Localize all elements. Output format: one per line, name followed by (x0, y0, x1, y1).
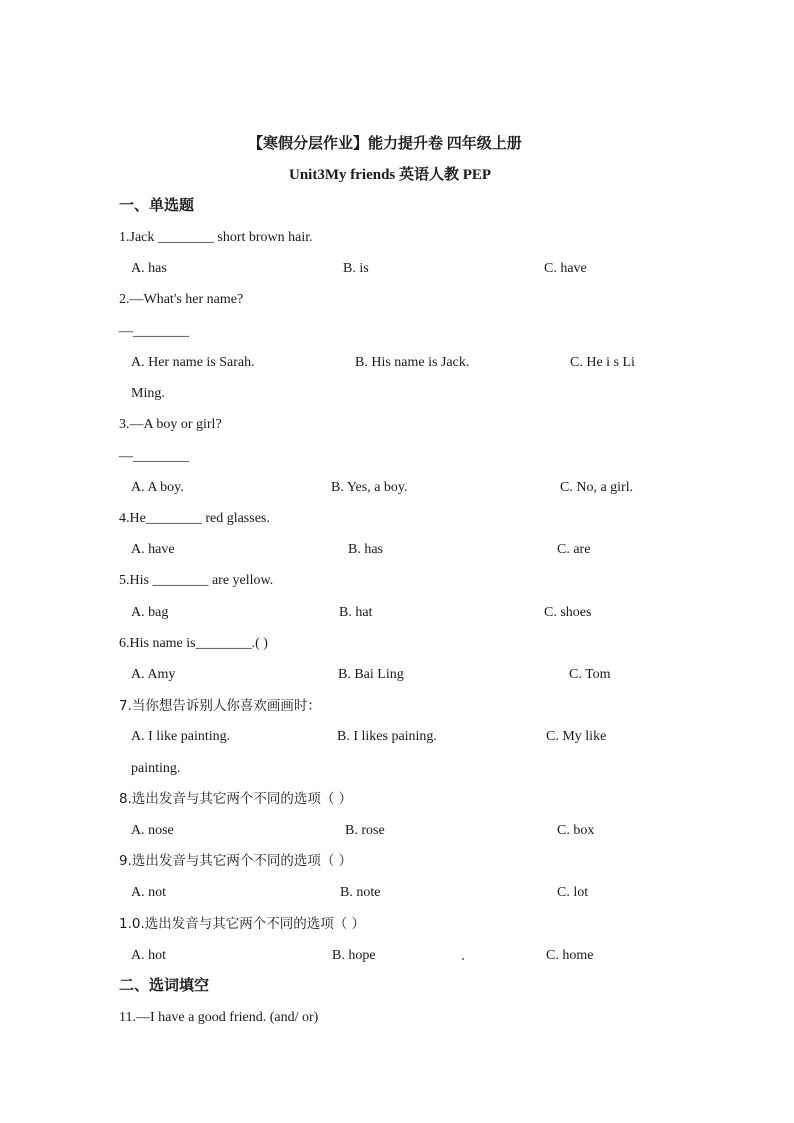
question-4-option-c: C. are (557, 542, 591, 557)
question-7-option-c-continued: painting. (131, 761, 181, 776)
question-3-option-c: C. No, a girl. (560, 480, 634, 495)
question-2-option-b: B. His name is Jack. (355, 355, 470, 370)
question-6-stem: 6.His name is________.( ) (119, 636, 268, 651)
question-2-option-a: A. Her name is Sarah. (131, 355, 255, 370)
question-9-option-c: C. lot (557, 885, 589, 900)
question-3-option-a: A. A boy. (131, 480, 184, 495)
question-10-stem: 1.0.选出发音与其它两个不同的选项（ ） (119, 916, 366, 932)
question-11-stem: 11.—I have a good friend. (and/ or) (119, 1010, 319, 1025)
question-6-option-b: B. Bai Ling (338, 667, 404, 682)
question-6-option-a: A. Amy (131, 667, 176, 682)
section-heading-word-fill: 二、选词填空 (119, 976, 210, 994)
question-7-option-c: C. My like (546, 729, 607, 744)
question-2-option-c: C. He i s Li (570, 355, 635, 370)
question-2-stem: 2.—What's her name? (119, 292, 244, 307)
question-10-option-b: B. hope (332, 948, 376, 963)
question-1-stem: 1.Jack ________ short brown hair. (119, 230, 313, 245)
question-7-option-b: B. I likes paining. (337, 729, 437, 744)
question-2-option-c-continued: Ming. (131, 386, 165, 401)
question-8-option-b: B. rose (345, 823, 385, 838)
question-4-option-b: B. has (348, 542, 383, 557)
page-title: 【寒假分层作业】能力提升卷 四年级上册 (248, 136, 522, 152)
question-9-option-b: B. note (340, 885, 381, 900)
question-5-stem: 5.His ________ are yellow. (119, 573, 274, 588)
question-3-answer-line: —________ (119, 449, 189, 464)
question-7-option-a: A. I like painting. (131, 729, 231, 744)
question-8-option-a: A. nose (131, 823, 174, 838)
question-2-answer-line: —________ (119, 324, 189, 339)
page-subtitle: Unit3My friends 英语人教 PEP (289, 167, 492, 183)
question-1-option-a: A. has (131, 261, 167, 276)
question-9-stem: 9.选出发音与其它两个不同的选项（ ） (119, 853, 353, 869)
question-8-option-c: C. box (557, 823, 595, 838)
question-10-option-a: A. hot (131, 948, 166, 963)
question-3-stem: 3.—A boy or girl? (119, 417, 222, 432)
stray-dot (462, 958, 464, 960)
question-4-stem: 4.He________ red glasses. (119, 511, 270, 526)
question-7-stem: 7.当你想告诉别人你喜欢画画时： (119, 698, 321, 714)
question-3-option-b: B. Yes, a boy. (331, 480, 408, 495)
question-6-option-c: C. Tom (569, 667, 611, 682)
question-8-stem: 8.选出发音与其它两个不同的选项（ ） (119, 791, 353, 807)
question-9-option-a: A. not (131, 885, 166, 900)
question-5-option-c: C. shoes (544, 605, 592, 620)
question-5-option-a: A. bag (131, 605, 169, 620)
question-5-option-b: B. hat (339, 605, 373, 620)
section-heading-single-choice: 一、单选题 (119, 196, 195, 214)
question-1-option-b: B. is (343, 261, 369, 276)
question-1-option-c: C. have (544, 261, 587, 276)
question-4-option-a: A. have (131, 542, 175, 557)
question-10-option-c: C. home (546, 948, 594, 963)
